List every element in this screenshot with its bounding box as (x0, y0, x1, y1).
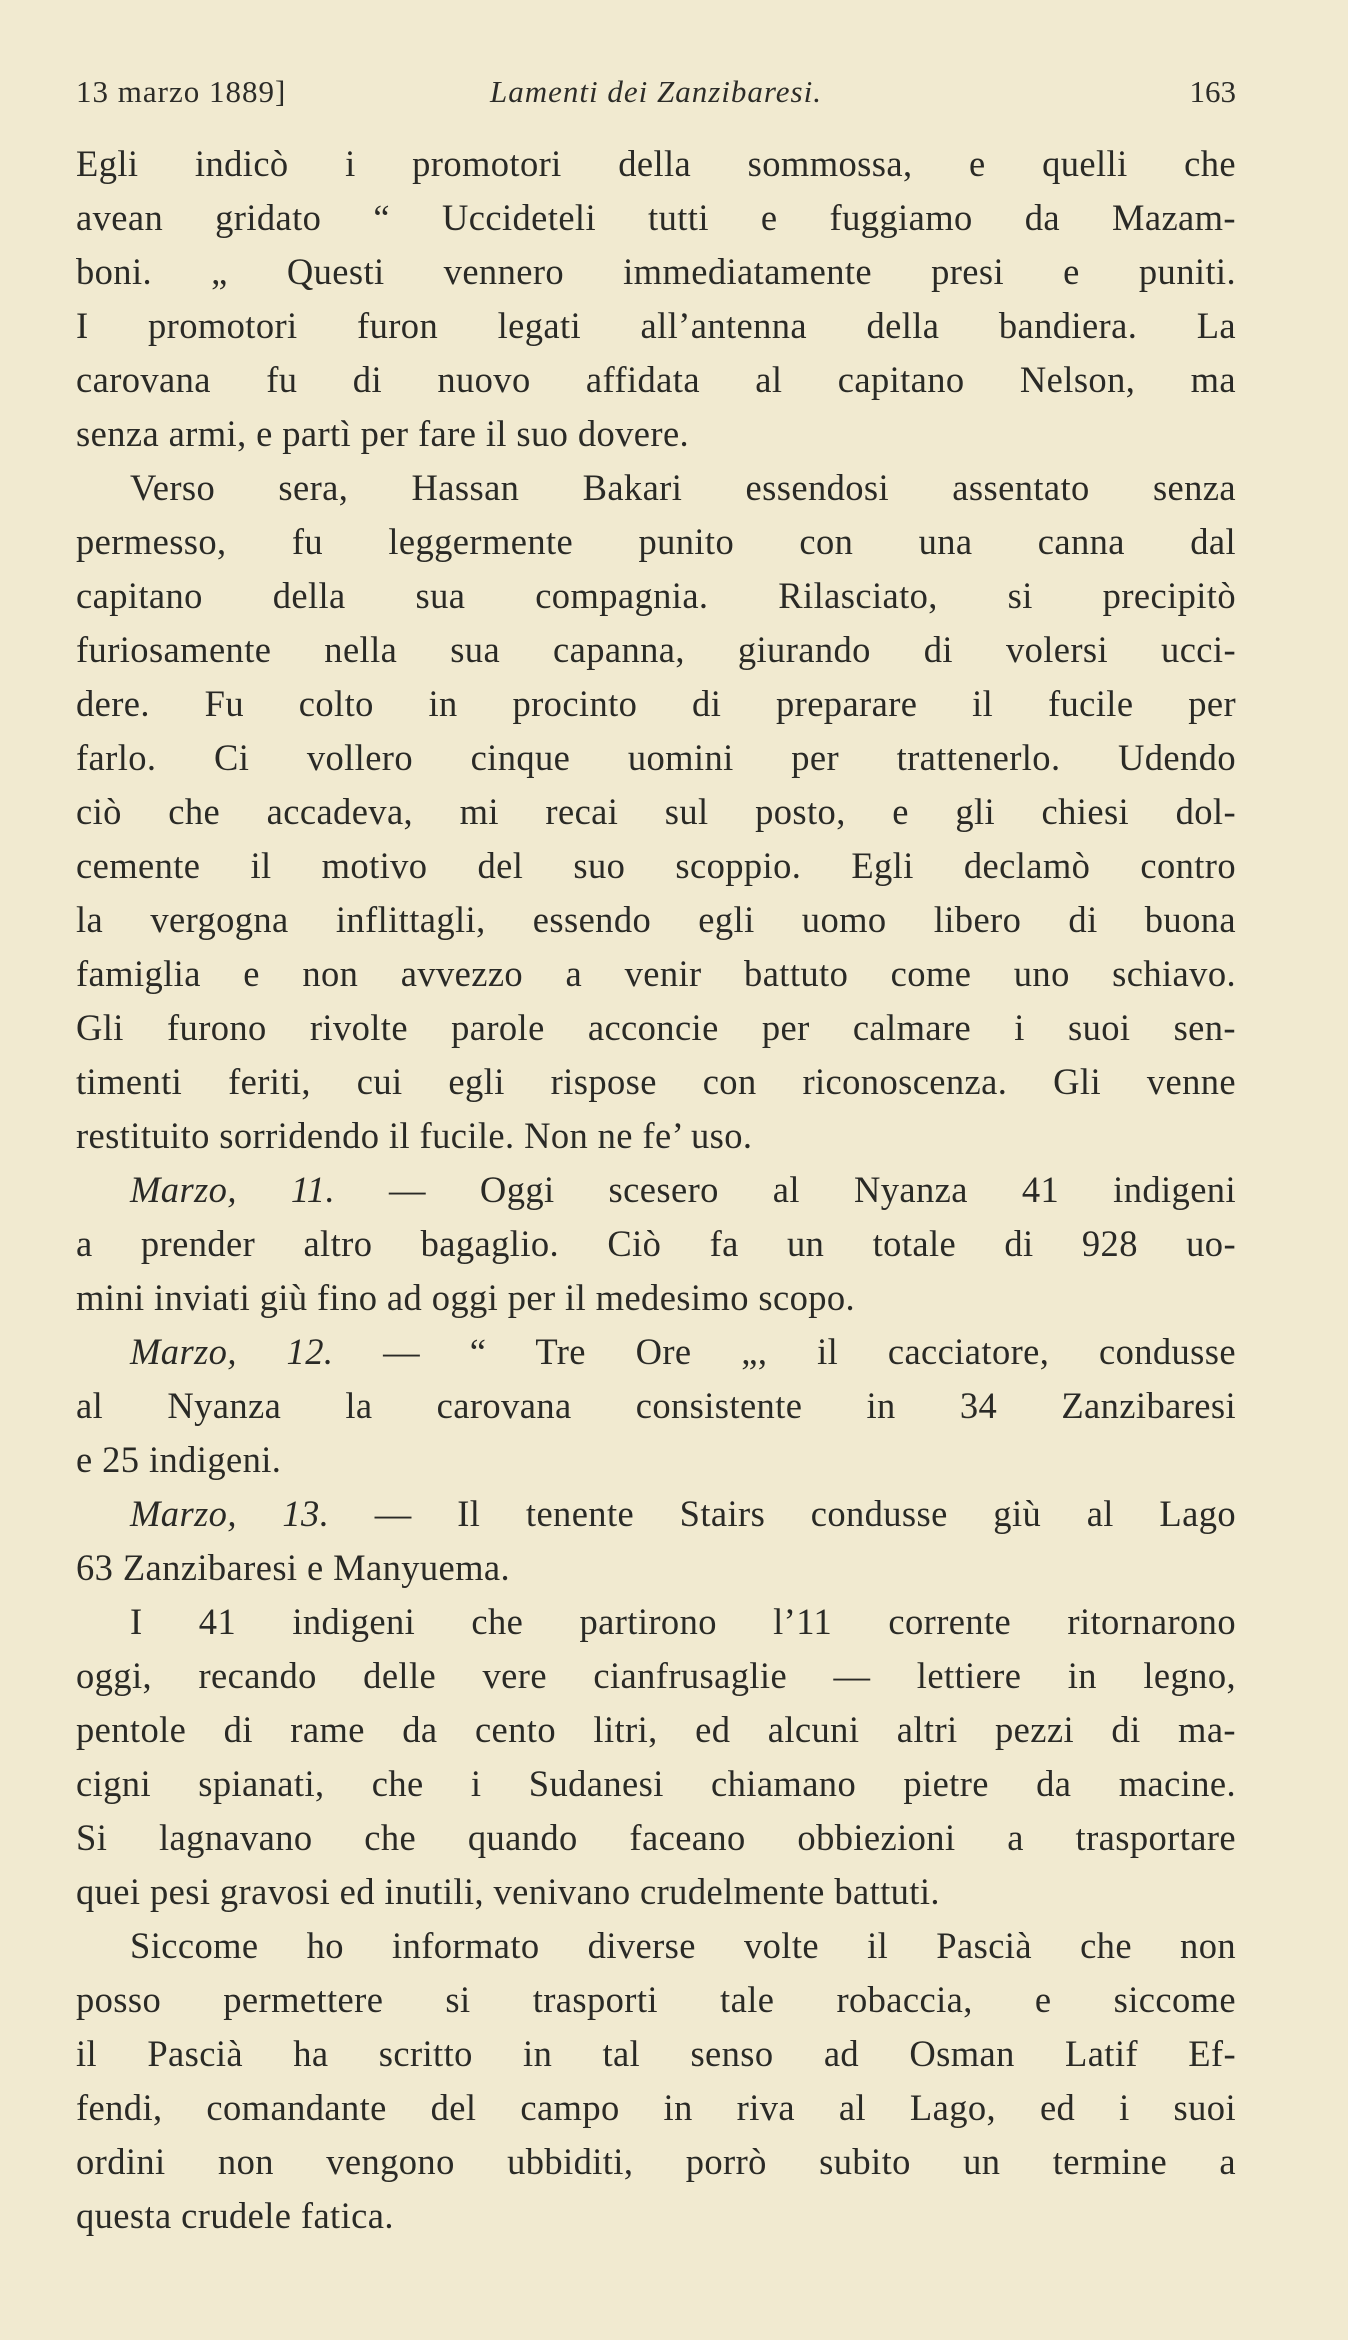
text-line: famiglia e non avvezzo a venir battuto come uno schiavo. (76, 953, 1236, 994)
text-line: senza armi, e partì per fare il suo dovere. (76, 413, 690, 454)
entry-date: Marzo, 11. (130, 1169, 335, 1210)
text-line: carovana fu di nuovo affidata al capitano Nelson, ma (76, 359, 1236, 400)
entry-text: — “ Tre Ore „, il cacciatore, condusse (333, 1331, 1236, 1372)
text-line: ordini non vengono ubbiditi, porrò subito un termine a (76, 2141, 1236, 2182)
text-line: boni. „ Questi vennero immediatamente presi e puniti. (76, 251, 1236, 292)
text-line: restituito sorridendo il fucile. Non ne fe’ uso. (76, 1115, 753, 1156)
text-line: e 25 indigeni. (76, 1439, 282, 1480)
text-line: Gli furono rivolte parole acconcie per calmare i suoi sen- (76, 1007, 1236, 1048)
text-line: mini inviati giù fino ad oggi per il medesimo scopo. (76, 1277, 856, 1318)
header-date: 13 marzo 1889] (76, 74, 287, 109)
text-line: ciò che accadeva, mi recai sul posto, e gli chiesi dol- (76, 791, 1236, 832)
body-text (76, 137, 1236, 2243)
text-line: I promotori furon legati all’antenna della bandiera. La (76, 305, 1236, 346)
text-line: la vergogna inflittagli, essendo egli uomo libero di buona (76, 899, 1236, 940)
text-line: al Nyanza la carovana consistente in 34 Zanzibaresi (76, 1385, 1236, 1426)
text-line: a prender altro bagaglio. Ciò fa un totale di 928 uo- (76, 1223, 1236, 1264)
text-line: capitano della sua compagnia. Rilasciato, si precipitò (76, 575, 1236, 616)
text-line: cigni spianati, che i Sudanesi chiamano pietre da macine. (76, 1763, 1236, 1804)
text-line: Egli indicò i promotori della sommossa, e quelli che (76, 143, 1236, 184)
text-line: cemente il motivo del suo scoppio. Egli declamò contro (76, 845, 1236, 886)
text-line (76, 1325, 1236, 1379)
text-line: pentole di rame da cento litri, ed alcuni altri pezzi di ma- (76, 1709, 1236, 1750)
text-line: 63 Zanzibaresi e Manyuema. (76, 1547, 511, 1588)
text-line: Si lagnavano che quando faceano obbiezioni a trasportare (76, 1817, 1236, 1858)
text-line: oggi, recando delle vere cianfrusaglie — lettiere in legno, (76, 1655, 1236, 1696)
text-line: il Pascià ha scritto in tal senso ad Osman Latif Ef- (76, 2033, 1236, 2074)
text-line: furiosamente nella sua capanna, giurando di volersi ucci- (76, 629, 1236, 670)
page-number: 163 (1189, 74, 1236, 109)
text-line: avean gridato “ Uccideteli tutti e fuggiamo da Mazam- (76, 197, 1236, 238)
entry-text: — Oggi scesero al Nyanza 41 indigeni (334, 1169, 1236, 1210)
text-line: farlo. Ci vollero cinque uomini per trattenerlo. Udendo (76, 737, 1236, 778)
text-line (76, 1163, 1236, 1217)
text-line: dere. Fu colto in procinto di preparare il fucile per (76, 683, 1236, 724)
text-line: posso permettere si trasporti tale robaccia, e siccome (76, 1979, 1236, 2020)
text-line: Siccome ho informato diverse volte il Pascià che non (130, 1925, 1236, 1966)
text-line (76, 1487, 1236, 1541)
header-title: Lamenti dei Zanzibaresi. (489, 74, 822, 109)
text-line: questa crudele fatica. (76, 2195, 394, 2236)
text-line: permesso, fu leggermente punito con una canna dal (76, 521, 1236, 562)
entry-date: Marzo, 13. (130, 1493, 330, 1534)
text-line: Verso sera, Hassan Bakari essendosi assentato senza (130, 467, 1236, 508)
text-line: timenti feriti, cui egli rispose con riconoscenza. Gli venne (76, 1061, 1236, 1102)
running-head (76, 74, 1236, 118)
entry-date: Marzo, 12. (130, 1331, 334, 1372)
text-line: fendi, comandante del campo in riva al Lago, ed i suoi (76, 2087, 1236, 2128)
entry-text: — Il tenente Stairs condusse giù al Lago (329, 1493, 1236, 1534)
text-line: I 41 indigeni che partirono l’11 corrente ritornarono (130, 1601, 1236, 1642)
text-line: quei pesi gravosi ed inutili, venivano crudelmente battuti. (76, 1871, 940, 1912)
